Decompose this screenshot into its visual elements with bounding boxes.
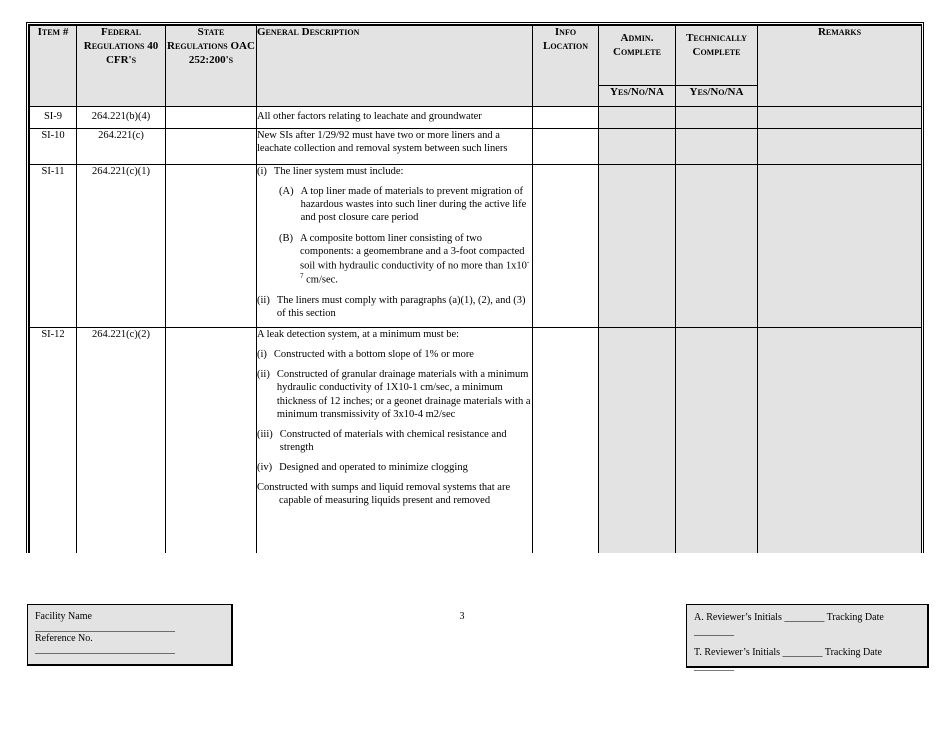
clause-iv: (iv) Designed and operated to minimize clogging: [257, 462, 468, 473]
technical-complete-cell[interactable]: [676, 129, 758, 165]
clause-iii: (iii) Constructed of materials with chemical resistance and strength: [257, 428, 507, 453]
header-admin-complete: Admin. Complete: [599, 26, 676, 86]
description: [257, 328, 533, 554]
technical-complete-cell[interactable]: [676, 165, 758, 328]
header-remarks: Remarks: [758, 26, 922, 107]
state-reg-cell: [166, 328, 257, 554]
admin-complete-cell[interactable]: [599, 328, 676, 554]
remarks-cell[interactable]: [758, 107, 922, 129]
intro-text: A leak detection system, at a minimum must be:: [257, 329, 460, 340]
header-technically-complete: Technically Complete: [676, 26, 758, 86]
info-location-cell[interactable]: [533, 107, 599, 129]
table-row: [30, 107, 922, 129]
item-id: SI-10: [30, 129, 77, 165]
federal-reg: 264.221(c)(1): [77, 165, 166, 328]
remarks-cell[interactable]: [758, 129, 922, 165]
clause-a: (A) A top liner made of materials to prevent migration of hazardous wastes into such liner during the active life and post closure care period: [279, 186, 527, 224]
reference-no-field[interactable]: Reference No. ____________________________: [35, 633, 175, 655]
federal-reg: 264.221(c)(2): [77, 328, 166, 554]
t-reviewer-field[interactable]: T. Reviewer’s Initials ________ Tracking Date ________: [694, 647, 882, 672]
header-admin-yesno: Yes/No/NA: [599, 86, 676, 107]
table-row: [30, 328, 922, 554]
facility-box: [27, 604, 233, 666]
technical-complete-cell[interactable]: [676, 328, 758, 554]
clause-ii: (ii) Constructed of granular drainage materials with a minimum hydraulic conductivity of 1X10-1 cm/sec, a minimum thickness of 12 inches; or a geonet drainage materials with a minimum transmissivity of 3x10-4 m2/sec: [257, 369, 531, 420]
header-technical-yesno: Yes/No/NA: [676, 86, 758, 107]
clause-i: (i) The liner system must include:: [257, 166, 404, 177]
admin-complete-cell[interactable]: [599, 107, 676, 129]
header-state: State Regulations OAC 252:200's: [166, 26, 257, 107]
description: All other factors relating to leachate and groundwater: [257, 107, 533, 129]
clause-ii: (ii) The liners must comply with paragraphs (a)(1), (2), and (3) of this section: [257, 295, 526, 320]
item-id: SI-12: [30, 328, 77, 554]
state-reg-cell: [166, 165, 257, 328]
table-row: [30, 165, 922, 328]
federal-reg: 264.221(b)(4): [77, 107, 166, 129]
remarks-cell[interactable]: [758, 165, 922, 328]
state-reg-cell: [166, 129, 257, 165]
header-info-location: Info Location: [533, 26, 599, 107]
table-row: [30, 129, 922, 165]
info-location-cell[interactable]: [533, 165, 599, 328]
state-reg-cell: [166, 107, 257, 129]
admin-complete-cell[interactable]: [599, 165, 676, 328]
reviewer-box: [686, 604, 929, 672]
admin-complete-cell[interactable]: [599, 129, 676, 165]
remarks-cell[interactable]: [758, 328, 922, 554]
info-location-cell[interactable]: [533, 328, 599, 554]
page-number: 3: [459, 611, 465, 622]
description: [257, 165, 533, 328]
a-reviewer-field[interactable]: A. Reviewer’s Initials ________ Tracking Date ________: [694, 612, 884, 637]
description: New SIs after 1/29/92 must have two or more liners and a leachate collection and removal system between such liners: [257, 129, 533, 165]
item-id: SI-9: [30, 107, 77, 129]
facility-name-field[interactable]: Facility Name ____________________________: [35, 611, 175, 633]
header-general-description: General Description: [257, 26, 533, 107]
info-location-cell[interactable]: [533, 129, 599, 165]
technical-complete-cell[interactable]: [676, 107, 758, 129]
checklist-table: [29, 25, 922, 553]
checklist-frame: [26, 22, 924, 553]
item-id: SI-11: [30, 165, 77, 328]
federal-reg: 264.221(c): [77, 129, 166, 165]
header-item: Item #: [30, 26, 77, 107]
last-clause: Constructed with sumps and liquid removal systems that are capable of measuring liquids present and removed: [257, 482, 511, 507]
clause-i: (i) Constructed with a bottom slope of 1% or more: [257, 349, 474, 361]
header-federal: Federal Regulations 40 CFR's: [77, 26, 166, 107]
clause-b: (B) A composite bottom liner consisting of two components: a geomembrane and a 3-foot compacted soil with hydraulic conductivity of no more than $1x10^{-7}$ cm/sec.: [279, 232, 530, 286]
